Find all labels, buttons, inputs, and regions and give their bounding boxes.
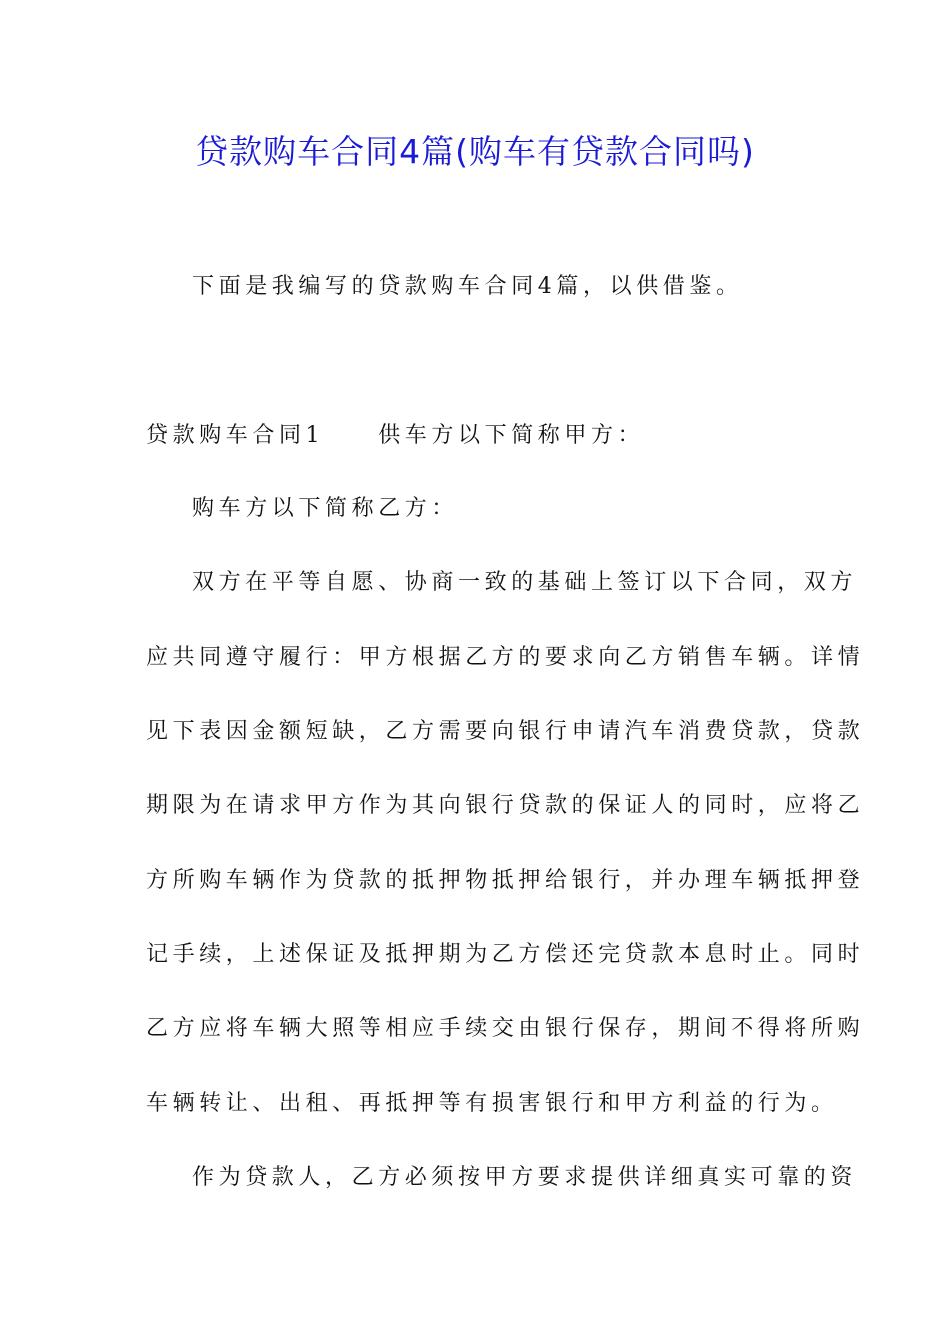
body-line: 乙方应将车辆大照等相应手续交由银行保存，期间不得将所购 <box>146 1016 865 1041</box>
party-b-label: 购车方以下简称乙方： <box>192 496 459 521</box>
body-line: 见下表因金额短缺，乙方需要向银行申请汽车消费贷款，贷款 <box>146 719 865 744</box>
intro-paragraph: 下面是我编写的贷款购车合同4篇，以供借鉴。 <box>192 274 743 299</box>
section-heading-line <box>146 421 806 451</box>
body-line: 应共同遵守履行：甲方根据乙方的要求向乙方销售车辆。详情 <box>146 645 865 670</box>
body-line: 期限为在请求甲方作为其向银行贷款的保证人的同时，应将乙 <box>146 793 865 818</box>
body-line: 车辆转让、出租、再抵押等有损害银行和甲方利益的行为。 <box>146 1091 838 1116</box>
section-heading: 贷款购车合同1 <box>146 423 325 448</box>
body-line: 记手续，上述保证及抵押期为乙方偿还完贷款本息时止。同时 <box>146 942 865 967</box>
body-line: 方所购车辆作为贷款的抵押物抵押给银行，并办理车辆抵押登 <box>146 868 865 893</box>
body-line-last: 作为贷款人，乙方必须按甲方要求提供详细真实可靠的资 <box>192 1165 858 1190</box>
body-line: 双方在平等自愿、协商一致的基础上签订以下合同，双方 <box>192 570 858 595</box>
party-a-label: 供车方以下简称甲方： <box>378 423 645 448</box>
document-title: 贷款购车合同4篇(购车有贷款合同吗) <box>195 132 755 171</box>
